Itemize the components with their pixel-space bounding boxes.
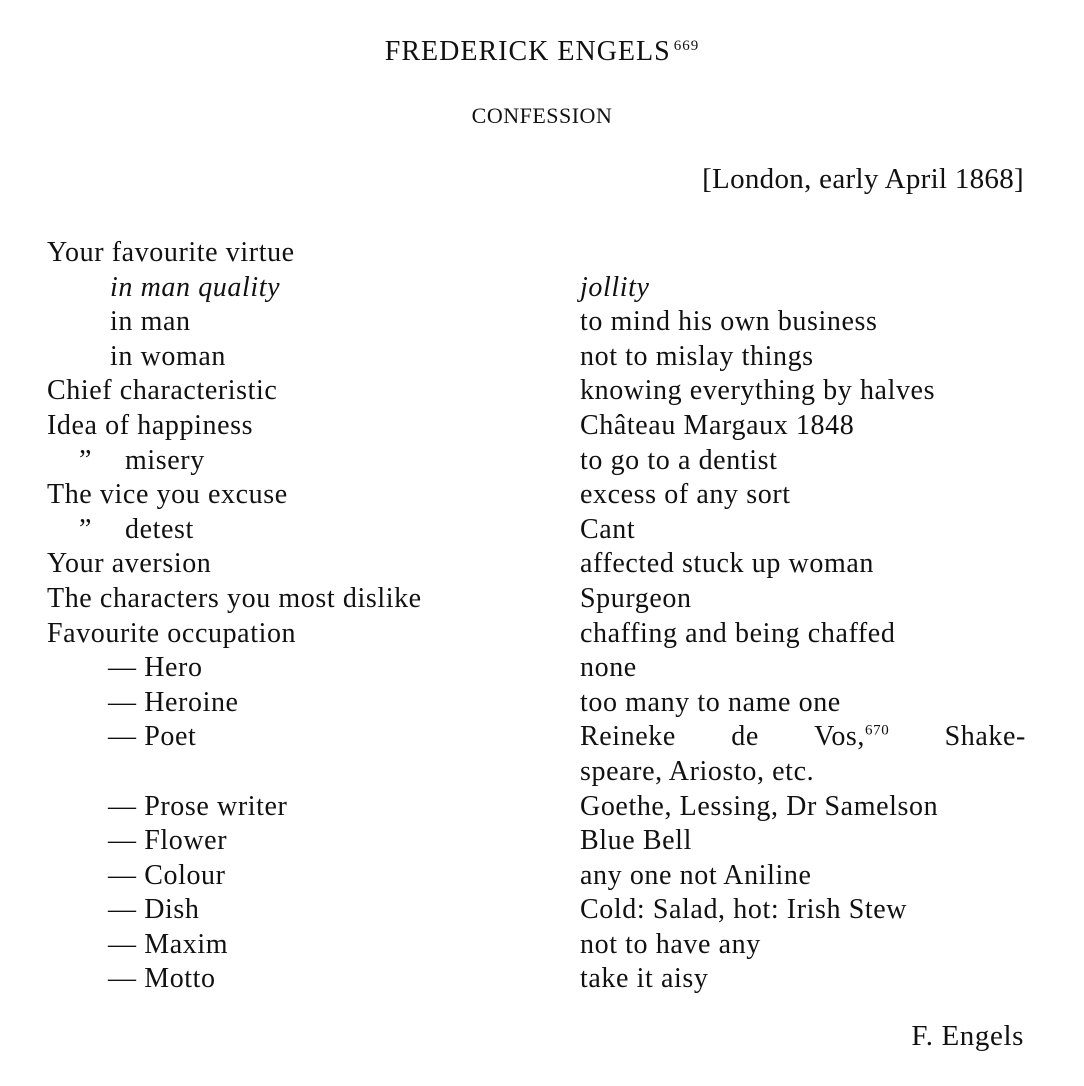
answer-text: Spurgeon (580, 582, 692, 614)
table-row (0, 720, 1084, 789)
question-text: — Prose writer (108, 790, 288, 822)
question-text: in man quality (110, 271, 281, 303)
table-row (0, 547, 1084, 582)
answer-text: to mind his own business (580, 306, 878, 338)
question-text: Your favourite virtue (47, 237, 295, 268)
answer-text: take it aisy (580, 963, 709, 995)
question-label: detest (125, 513, 194, 545)
answer-text: not to have any (580, 928, 761, 960)
confession-table (0, 236, 1084, 997)
question-text: The vice you excuse (47, 479, 288, 511)
answer-text: knowing everything by halves (580, 375, 936, 407)
answer-text: not to mislay things (580, 340, 814, 372)
answer-text: chaffing and being chaffed (580, 617, 896, 649)
table-row (0, 582, 1084, 617)
page-title (0, 36, 1084, 68)
question-text: — Colour (108, 859, 226, 891)
question-text: The characters you most dislike (47, 582, 422, 614)
table-row (0, 305, 1084, 340)
question-text: in woman (110, 340, 227, 372)
answer-line-2: speare, Ariosto, etc. (580, 755, 815, 787)
answer-text: Château Margaux 1848 (580, 409, 855, 441)
answer-text: to go to a dentist (580, 444, 778, 476)
answer-word: de (731, 721, 759, 753)
question-text (47, 513, 194, 548)
question-text: Idea of happiness (47, 409, 254, 441)
answer-word: Shake- (944, 721, 1026, 753)
answer-word-with-note (814, 720, 889, 755)
question-text: — Heroine (108, 686, 239, 718)
table-row (0, 374, 1084, 409)
table-row (0, 859, 1084, 894)
ditto-mark: ” (79, 444, 93, 476)
table-row (0, 236, 1084, 271)
answer-text: none (580, 652, 637, 684)
question-text: — Maxim (108, 928, 229, 960)
table-row (0, 340, 1084, 375)
answer-word: Reineke (580, 721, 676, 753)
footnote-marker: 670 (865, 722, 890, 739)
answer-text: Goethe, Lessing, Dr Samelson (580, 790, 939, 822)
footnote-marker: 669 (673, 37, 700, 54)
table-row (0, 824, 1084, 859)
question-text: Your aversion (47, 548, 212, 580)
table-row (0, 271, 1084, 306)
table-row (0, 617, 1084, 652)
table-row (0, 444, 1084, 479)
question-text: Favourite occupation (47, 617, 297, 649)
question-text: — Poet (108, 721, 197, 753)
answer-text (580, 720, 1026, 789)
answer-text: jollity (580, 271, 650, 303)
question-text: — Hero (108, 652, 203, 684)
answer-text: Cold: Salad, hot: Irish Stew (580, 894, 908, 926)
table-row (0, 513, 1084, 548)
question-text: in man (110, 306, 191, 338)
table-row (0, 962, 1084, 997)
question-text: — Motto (108, 963, 216, 995)
dateline: [London, early April 1868] (702, 163, 1024, 195)
question-label: misery (125, 444, 205, 476)
table-row (0, 478, 1084, 513)
answer-text: too many to name one (580, 686, 841, 718)
answer-text: Blue Bell (580, 825, 692, 857)
answer-line-1 (580, 720, 1026, 755)
title-text: FREDERICK ENGELS (384, 36, 671, 67)
table-row (0, 651, 1084, 686)
question-text: — Flower (108, 825, 228, 857)
table-row (0, 409, 1084, 444)
table-row (0, 893, 1084, 928)
question-text (47, 444, 205, 479)
answer-text: Cant (580, 513, 636, 545)
answer-word: Vos, (814, 721, 866, 753)
answer-text: affected stuck up woman (580, 548, 874, 580)
ditto-mark: ” (79, 513, 93, 545)
question-text: — Dish (108, 894, 200, 926)
table-row (0, 790, 1084, 825)
signature: F. Engels (911, 1020, 1024, 1052)
page-subtitle: CONFESSION (471, 103, 613, 128)
table-row (0, 686, 1084, 721)
table-row (0, 928, 1084, 963)
answer-text: excess of any sort (580, 479, 791, 511)
question-text: Chief characteristic (47, 375, 278, 407)
answer-text: any one not Aniline (580, 859, 812, 891)
